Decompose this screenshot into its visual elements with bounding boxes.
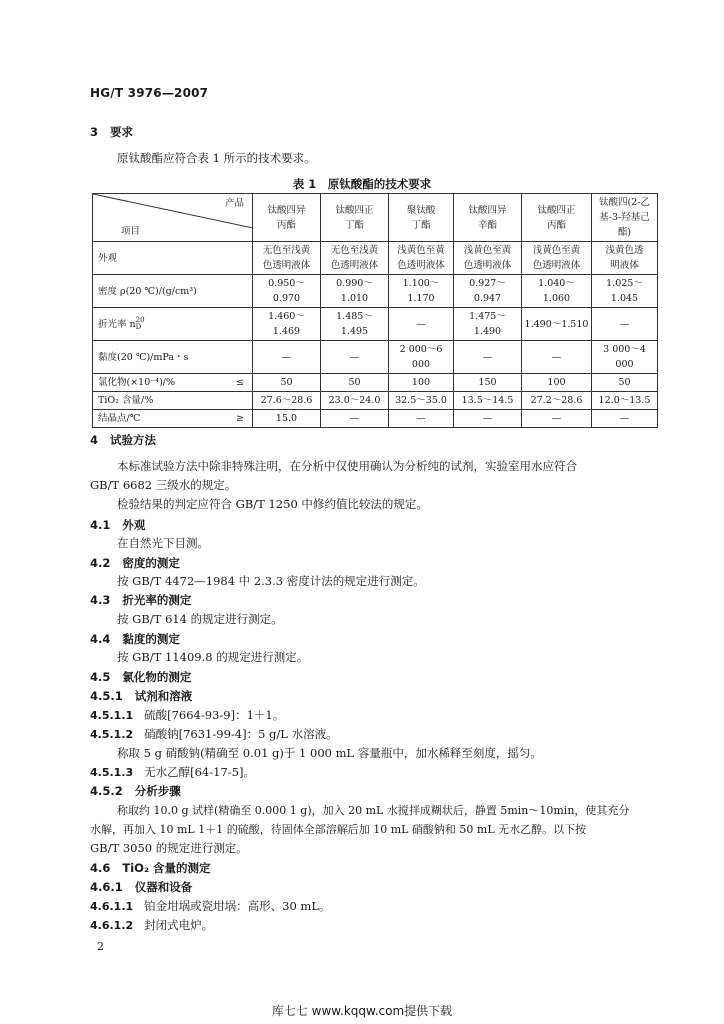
- table-cell: 100: [389, 374, 454, 392]
- table-cell: 13.5～14.5: [454, 392, 522, 410]
- table-row: [93, 341, 658, 374]
- row-label: TiO₂ 含量/%: [93, 392, 253, 410]
- paragraph: 检验结果的判定应符合 GB/T 1250 中修约值比较法的规定。: [117, 497, 428, 511]
- section-number: 3: [90, 125, 99, 139]
- table-cell: —: [389, 410, 454, 428]
- table-cell: 1.040～ 1.060: [522, 275, 592, 308]
- subsection-heading: 4.6.1 仪器和设备: [90, 880, 193, 894]
- paragraph: 按 GB/T 614 的规定进行测定。: [117, 612, 283, 626]
- row-label: 折光率 n20 D: [93, 308, 253, 341]
- table-cell: 27.6～28.6: [253, 392, 321, 410]
- col-header: 钛酸四正 丁酯: [321, 194, 389, 242]
- table-cell: —: [253, 341, 321, 374]
- table-cell: 1.490～1.510: [522, 308, 592, 341]
- table-cell: 150: [454, 374, 522, 392]
- row-label: 氯化物(×10⁻⁴)/% ≤: [93, 374, 253, 392]
- section-3-text: 原钛酸酯应符合表 1 所示的技术要求。: [117, 151, 316, 165]
- spec-table: [92, 193, 658, 428]
- table-row: [93, 392, 658, 410]
- col-header: 聚钛酸 丁酯: [389, 194, 454, 242]
- section-3-heading: [90, 124, 133, 140]
- row-label: 黏度(20 ℃)/mPa・s: [93, 341, 253, 374]
- table-cell: 浅黄色至黄 色透明液体: [454, 242, 522, 275]
- table-cell: 浅黄色至黄 色透明液体: [389, 242, 454, 275]
- subsection-heading: 4.3 折光率的测定: [90, 593, 192, 607]
- list-item: 4.5.1.2 硝酸钠[7631-99-4]：5 g/L 水溶液。: [90, 727, 338, 741]
- paragraph: 水解，再加入 10 mL 1＋1 的硫酸，待固体全部溶解后加 10 mL 硝酸钠和 50 mL 无水乙醇。以下按: [90, 823, 587, 836]
- table-cell: 浅黄色透 明液体: [592, 242, 658, 275]
- row-label: 外观: [93, 242, 253, 275]
- list-item: 4.6.1.1 铂金坩埚或瓷坩埚：高形、30 mL。: [90, 899, 331, 913]
- paragraph: 本标准试验方法中除非特殊注明，在分析中仅使用确认为分析纯的试剂，实验室用水应符合: [117, 459, 577, 473]
- table-caption: 表 1 原钛酸酯的技术要求: [292, 177, 432, 191]
- table-cell: —: [321, 341, 389, 374]
- table-cell: 无色至浅黄 色透明液体: [321, 242, 389, 275]
- corner-cell: [93, 194, 253, 242]
- table-cell: 0.927～ 0.947: [454, 275, 522, 308]
- table-row: [93, 275, 658, 308]
- table-cell: —: [321, 410, 389, 428]
- col-header: 钛酸四异 丙酯: [253, 194, 321, 242]
- table-cell: 1.475～1.490: [454, 308, 522, 341]
- paragraph: GB/T 3050 的规定进行测定。: [90, 841, 248, 855]
- table-cell: 浅黄色至黄 色透明液体: [522, 242, 592, 275]
- section-4-heading: 4 试验方法: [90, 433, 157, 447]
- footer-download-note: 库七七 www.kqqw.com提供下载: [271, 1004, 453, 1018]
- table-cell: —: [592, 410, 658, 428]
- table-cell: —: [522, 410, 592, 428]
- table-cell: 1.460～1.469: [253, 308, 321, 341]
- table-cell: 0.990～ 1.010: [321, 275, 389, 308]
- section-title: 要求: [110, 125, 134, 139]
- table-cell: 50: [321, 374, 389, 392]
- table-row: [93, 308, 658, 341]
- subsection-heading: 4.5.2 分析步骤: [90, 784, 181, 798]
- col-header: 钛酸四(2-乙 基-3-羟基己酯): [592, 194, 658, 242]
- table-cell: 12.0～13.5: [592, 392, 658, 410]
- table-cell: —: [389, 308, 454, 341]
- paragraph: 在自然光下目测。: [117, 536, 209, 550]
- paragraph: 按 GB/T 4472—1984 中 2.3.3 密度计法的规定进行测定。: [117, 574, 425, 588]
- paragraph: 称取约 10.0 g 试样(精确至 0.000 1 g)，加入 20 mL 水搅拌成糊状后，静置 5min～10min，使其充分: [117, 804, 630, 817]
- subsection-heading: 4.5.1 试剂和溶液: [90, 689, 193, 703]
- table-cell: 1.100～ 1.170: [389, 275, 454, 308]
- standard-code-header: HG/T 3976—2007: [90, 86, 209, 100]
- table-row: [93, 374, 658, 392]
- table-cell: 27.2～28.6: [522, 392, 592, 410]
- table-cell: 0.950～ 0.970: [253, 275, 321, 308]
- table-cell: 50: [592, 374, 658, 392]
- table-cell: 50: [253, 374, 321, 392]
- table-cell: —: [454, 341, 522, 374]
- subsection-heading: 4.2 密度的测定: [90, 556, 180, 570]
- table-cell: —: [592, 308, 658, 341]
- corner-product-label: 产品: [224, 198, 244, 209]
- subsection-heading: 4.5 氯化物的测定: [90, 670, 192, 684]
- table-row: [93, 410, 658, 428]
- subsection-heading: 4.6 TiO₂ 含量的测定: [90, 861, 211, 875]
- paragraph: GB/T 6682 三级水的规定。: [90, 478, 237, 492]
- table-cell: —: [522, 341, 592, 374]
- table-cell: 无色至浅黄 色透明液体: [253, 242, 321, 275]
- table-cell: 1.025～ 1.045: [592, 275, 658, 308]
- row-label: 结晶点/℃ ≥: [93, 410, 253, 428]
- list-item: 4.6.1.2 封闭式电炉。: [90, 918, 214, 932]
- corner-item-label: 项目: [121, 226, 141, 237]
- table-cell: 32.5～35.0: [389, 392, 454, 410]
- paragraph: 按 GB/T 11409.8 的规定进行测定。: [117, 650, 309, 664]
- table-cell: —: [454, 410, 522, 428]
- row-label: 密度 ρ(20 ℃)/(g/cm³): [93, 275, 253, 308]
- table-cell: 15.0: [253, 410, 321, 428]
- paragraph: 称取 5 g 硝酸钠(精确至 0.01 g)于 1 000 mL 容量瓶中，加水稀释至刻度，摇匀。: [117, 746, 542, 760]
- table-cell: 2 000～6 000: [389, 341, 454, 374]
- table-row: [93, 242, 658, 275]
- col-header: 钛酸四异 辛酯: [454, 194, 522, 242]
- table-cell: 3 000～4 000: [592, 341, 658, 374]
- list-item: 4.5.1.3 无水乙醇[64-17-5]。: [90, 765, 255, 779]
- col-header: 钛酸四正 丙酯: [522, 194, 592, 242]
- table-cell: 23.0～24.0: [321, 392, 389, 410]
- table-cell: 1.485～1.495: [321, 308, 389, 341]
- list-item: 4.5.1.1 硫酸[7664-93-9]：1＋1。: [90, 708, 285, 722]
- table-header-row: [93, 194, 658, 242]
- subsection-heading: 4.4 黏度的测定: [90, 632, 180, 646]
- subsection-heading: 4.1 外观: [90, 518, 146, 532]
- page-number: 2: [97, 940, 104, 953]
- table-cell: 100: [522, 374, 592, 392]
